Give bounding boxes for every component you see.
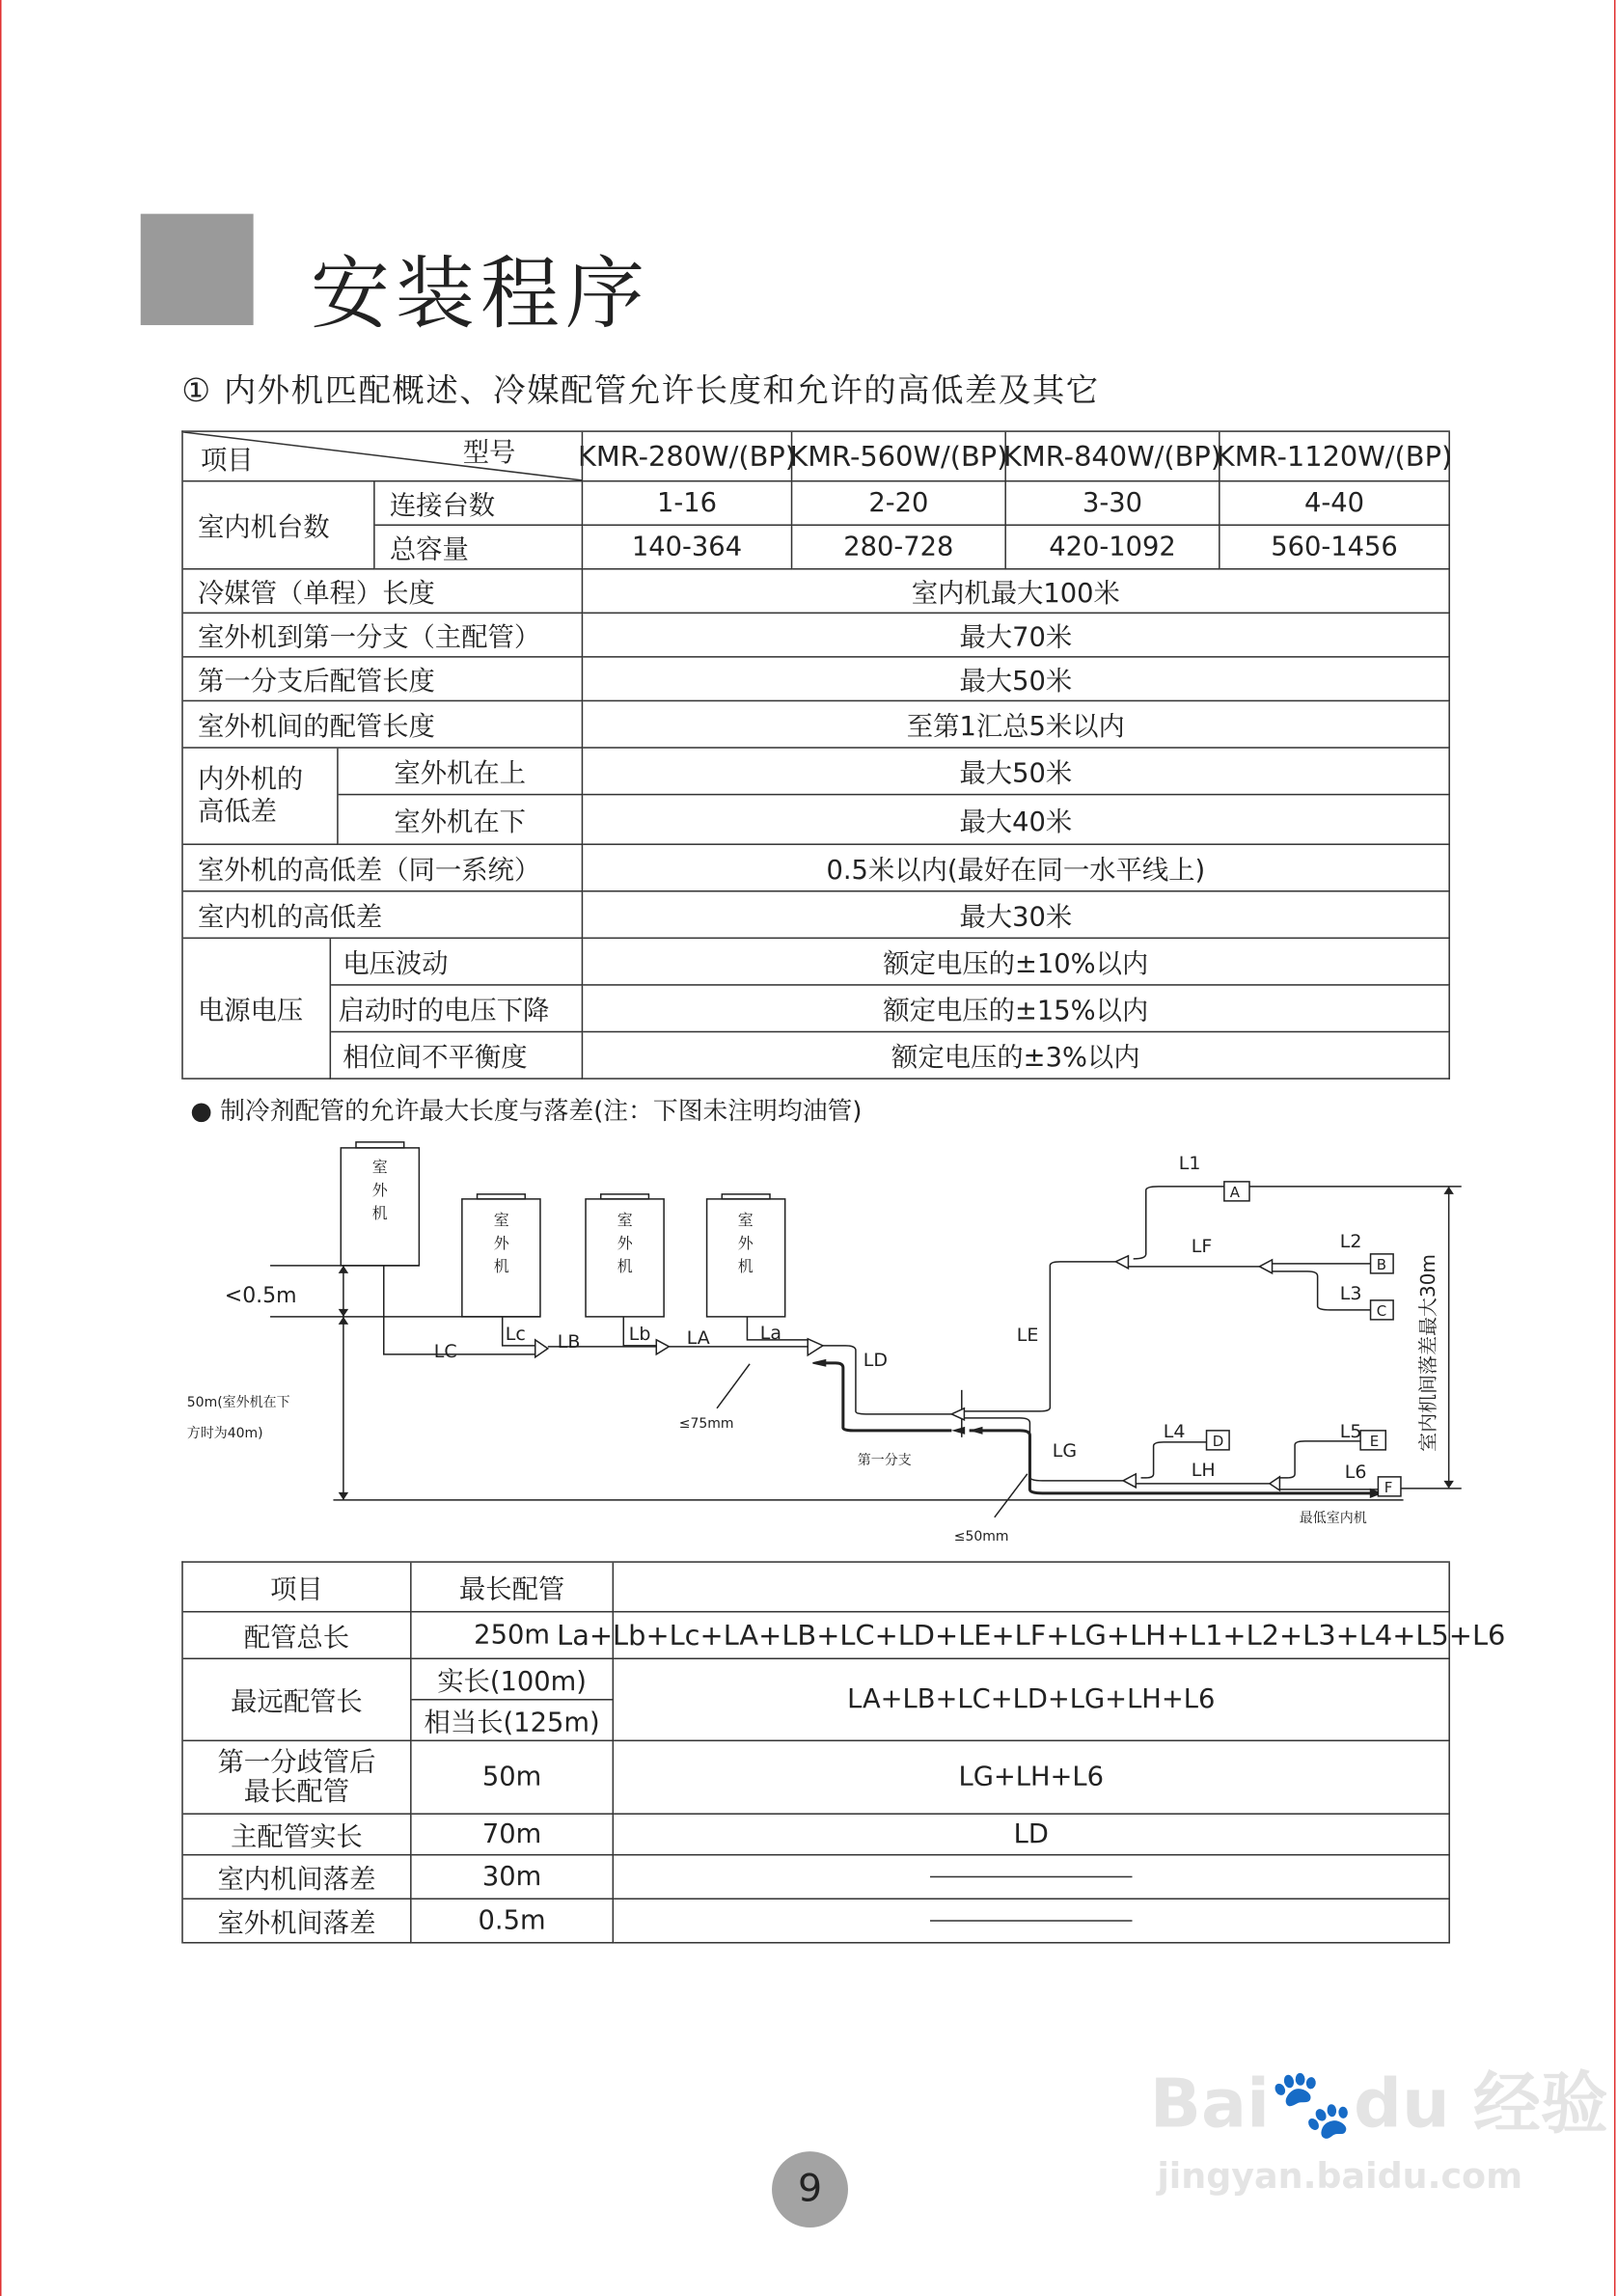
- cell: 额定电压的±15%以内: [583, 986, 1450, 1033]
- table-header-row: [183, 432, 1453, 482]
- cell: 实长(100m): [412, 1659, 615, 1701]
- outdoor-unit-label: 机: [617, 1257, 633, 1276]
- table-row: [183, 845, 1450, 892]
- cell: 70m: [412, 1815, 615, 1856]
- header-model: 型号: [462, 437, 516, 469]
- diagram-note: ● 制冷剂配管的允许最大长度与落差(注：下图未注明均油管): [190, 1097, 863, 1127]
- table-row: [183, 614, 1450, 658]
- height-diff-group: [183, 749, 1450, 845]
- outdoor-unit-label: 室: [737, 1211, 754, 1230]
- length-table: [181, 1561, 1506, 1943]
- cell: 额定电压的±3%以内: [583, 1032, 1450, 1080]
- model-col: KMR-840W/(BP): [1006, 432, 1220, 482]
- outdoor-unit-label: 外: [371, 1181, 388, 1200]
- cell: 30m: [412, 1855, 615, 1900]
- outdoor-unit-label: 机: [737, 1257, 754, 1276]
- row-label: 连接台数: [375, 481, 584, 526]
- page-edge-left: [0, 0, 2, 2296]
- outdoor-unit-label: 外: [737, 1234, 754, 1253]
- label-line: 第一分歧管后: [217, 1746, 376, 1778]
- unit-label: F: [1384, 1479, 1392, 1497]
- row-label: 内外机的高低差: [183, 749, 339, 845]
- pipe-label: LF: [1191, 1236, 1212, 1258]
- page-edge-right: [1614, 0, 1616, 2296]
- page-title: 安装程序: [310, 247, 651, 341]
- row-label: 室内机间落差: [183, 1855, 412, 1900]
- pipe-label: LG: [1052, 1440, 1077, 1462]
- cell: 额定电压的±10%以内: [583, 939, 1450, 986]
- row-label: 配管总长: [183, 1612, 412, 1659]
- pipe-label: L3: [1339, 1283, 1361, 1305]
- outdoor-unit-label: 外: [493, 1234, 509, 1253]
- table-row: [183, 892, 1450, 940]
- cell: 最大50米: [583, 749, 1450, 796]
- pipe-label: LE: [1016, 1325, 1038, 1347]
- cell: 最大50米: [583, 658, 1450, 702]
- header-diagonal-cell: [183, 432, 583, 482]
- pipe-label: LC: [433, 1341, 457, 1363]
- header-item: 项目: [200, 445, 254, 477]
- pipe-label: L1: [1178, 1153, 1200, 1175]
- table-row: [183, 701, 1450, 749]
- pipe-label: LH: [1191, 1460, 1216, 1482]
- outdoor-unit-label: 室: [371, 1158, 388, 1177]
- row-label: 室外机到第一分支（主配管）: [183, 614, 583, 658]
- outdoor-unit-label: 外: [617, 1234, 633, 1253]
- cell: 最大40米: [583, 795, 1450, 845]
- header-cell: [614, 1563, 1450, 1613]
- cell: 相当长(125m): [412, 1701, 615, 1742]
- formula-cell: LD: [614, 1815, 1450, 1856]
- outdoor-unit-label: 机: [371, 1204, 388, 1223]
- lowest-indoor-label: 最低室内机: [1299, 1511, 1367, 1527]
- pipe-label: Lc: [505, 1324, 526, 1346]
- pipe-label: LA: [686, 1327, 710, 1350]
- model-col: KMR-280W/(BP): [583, 432, 792, 482]
- model-col: KMR-560W/(BP): [792, 432, 1006, 482]
- row-label: 冷媒管（单程）长度: [183, 570, 583, 615]
- outdoor-unit-labels: [371, 1158, 754, 1275]
- empty-cell: [614, 1855, 1450, 1900]
- distance-50mm-label: ≤50mm: [953, 1529, 1008, 1545]
- formula-cell: La+Lb+Lc+LA+LB+LC+LD+LE+LF+LG+LH+L1+L2+L3+L4+L5+L6: [614, 1612, 1450, 1659]
- pipe-label: La: [759, 1323, 781, 1345]
- unit-label: B: [1376, 1256, 1386, 1274]
- watermark-logo: Bai🐾du 经验: [1149, 2064, 1608, 2144]
- row-label: 主配管实长: [183, 1815, 412, 1856]
- pipe-label: L2: [1339, 1231, 1361, 1253]
- cell: 140-364: [583, 526, 792, 570]
- cell: 2-20: [792, 481, 1006, 526]
- section-subtitle: ① 内外机匹配概述、冷媒配管允许长度和允许的高低差及其它: [181, 373, 1100, 411]
- distance-75mm-label: ≤75mm: [678, 1416, 733, 1433]
- power-group: [183, 939, 1450, 1080]
- cell: 560-1456: [1220, 526, 1450, 570]
- cell: 最大70米: [583, 614, 1450, 658]
- watermark-url: jingyan.baidu.com: [1157, 2155, 1523, 2198]
- outdoor-unit-label: 室: [493, 1211, 509, 1230]
- row-label: 室内机的高低差: [183, 892, 583, 940]
- cell: 420-1092: [1006, 526, 1220, 570]
- indoor-diff-label: 室内机间落差最大30m: [1415, 1254, 1439, 1453]
- formula-cell: LA+LB+LC+LD+LG+LH+L6: [614, 1659, 1450, 1741]
- row-label: 启动时的电压下降: [331, 986, 583, 1033]
- cell: 0.5米以内(最好在同一水平线上): [583, 845, 1450, 892]
- pipe-label: L6: [1344, 1462, 1366, 1484]
- row-label: 总容量: [375, 526, 584, 570]
- row-label: 室内机台数: [183, 481, 375, 569]
- header-cell: 项目: [183, 1563, 412, 1613]
- main-height-label: 50m(室外机在下: [186, 1395, 289, 1411]
- row-label: 第一分支后配管长度: [183, 658, 583, 702]
- cell: 280-728: [792, 526, 1006, 570]
- label-line: 最长配管: [243, 1775, 350, 1807]
- model-col: KMR-1120W/(BP): [1220, 432, 1450, 482]
- unit-label: C: [1376, 1302, 1386, 1321]
- row-label: 电压波动: [331, 939, 583, 986]
- dash-line: [930, 1876, 1133, 1878]
- row-label: [183, 1741, 412, 1815]
- pipe-label: LB: [557, 1331, 580, 1353]
- pipe-label: Lb: [628, 1324, 650, 1346]
- row-label: 电源电压: [183, 939, 331, 1080]
- row-label: 室外机的高低差（同一系统）: [183, 845, 583, 892]
- dash-line: [930, 1920, 1133, 1922]
- row-label: 室外机间的配管长度: [183, 701, 583, 749]
- row-label: 室外机在下: [339, 795, 584, 845]
- cell: 3-30: [1006, 481, 1220, 526]
- pipe-label: L4: [1163, 1421, 1185, 1443]
- row-label: 室外机间落差: [183, 1900, 412, 1944]
- first-branch-label: 第一分支: [857, 1453, 912, 1469]
- outdoor-height-label: <0.5m: [224, 1284, 296, 1309]
- cell: 50m: [412, 1741, 615, 1815]
- table-row: [183, 658, 1450, 702]
- indoor-count-group: [183, 481, 1450, 569]
- empty-cell: [614, 1900, 1450, 1944]
- unit-label: D: [1212, 1433, 1223, 1451]
- cell: 室内机最大100米: [583, 570, 1450, 615]
- cell: 0.5m: [412, 1900, 615, 1944]
- cell: 1-16: [583, 481, 792, 526]
- cell: 最大30米: [583, 892, 1450, 940]
- pipe-label: LD: [863, 1350, 888, 1372]
- formula-cell: LG+LH+L6: [614, 1741, 1450, 1815]
- outdoor-unit-label: 机: [493, 1257, 509, 1276]
- piping-diagram-labels: [174, 1119, 1486, 1563]
- pipe-label: L5: [1339, 1421, 1361, 1443]
- row-label: 相位间不平衡度: [331, 1032, 583, 1080]
- outdoor-unit-label: 室: [617, 1211, 633, 1230]
- spec-table: [181, 430, 1453, 1080]
- main-height-label: 方时为40m): [186, 1426, 262, 1442]
- header-cell: 最长配管: [412, 1563, 615, 1613]
- table-row: [183, 570, 1450, 615]
- section-marker: [141, 214, 254, 325]
- cell: 至第1汇总5米以内: [583, 701, 1450, 749]
- row-label: 室外机在上: [339, 749, 584, 796]
- unit-label: E: [1369, 1433, 1379, 1451]
- unit-label: A: [1229, 1184, 1240, 1202]
- page-number: 9: [772, 2151, 848, 2228]
- cell: 250m: [412, 1612, 615, 1659]
- row-label: 最远配管长: [183, 1659, 412, 1741]
- cell: 4-40: [1220, 481, 1450, 526]
